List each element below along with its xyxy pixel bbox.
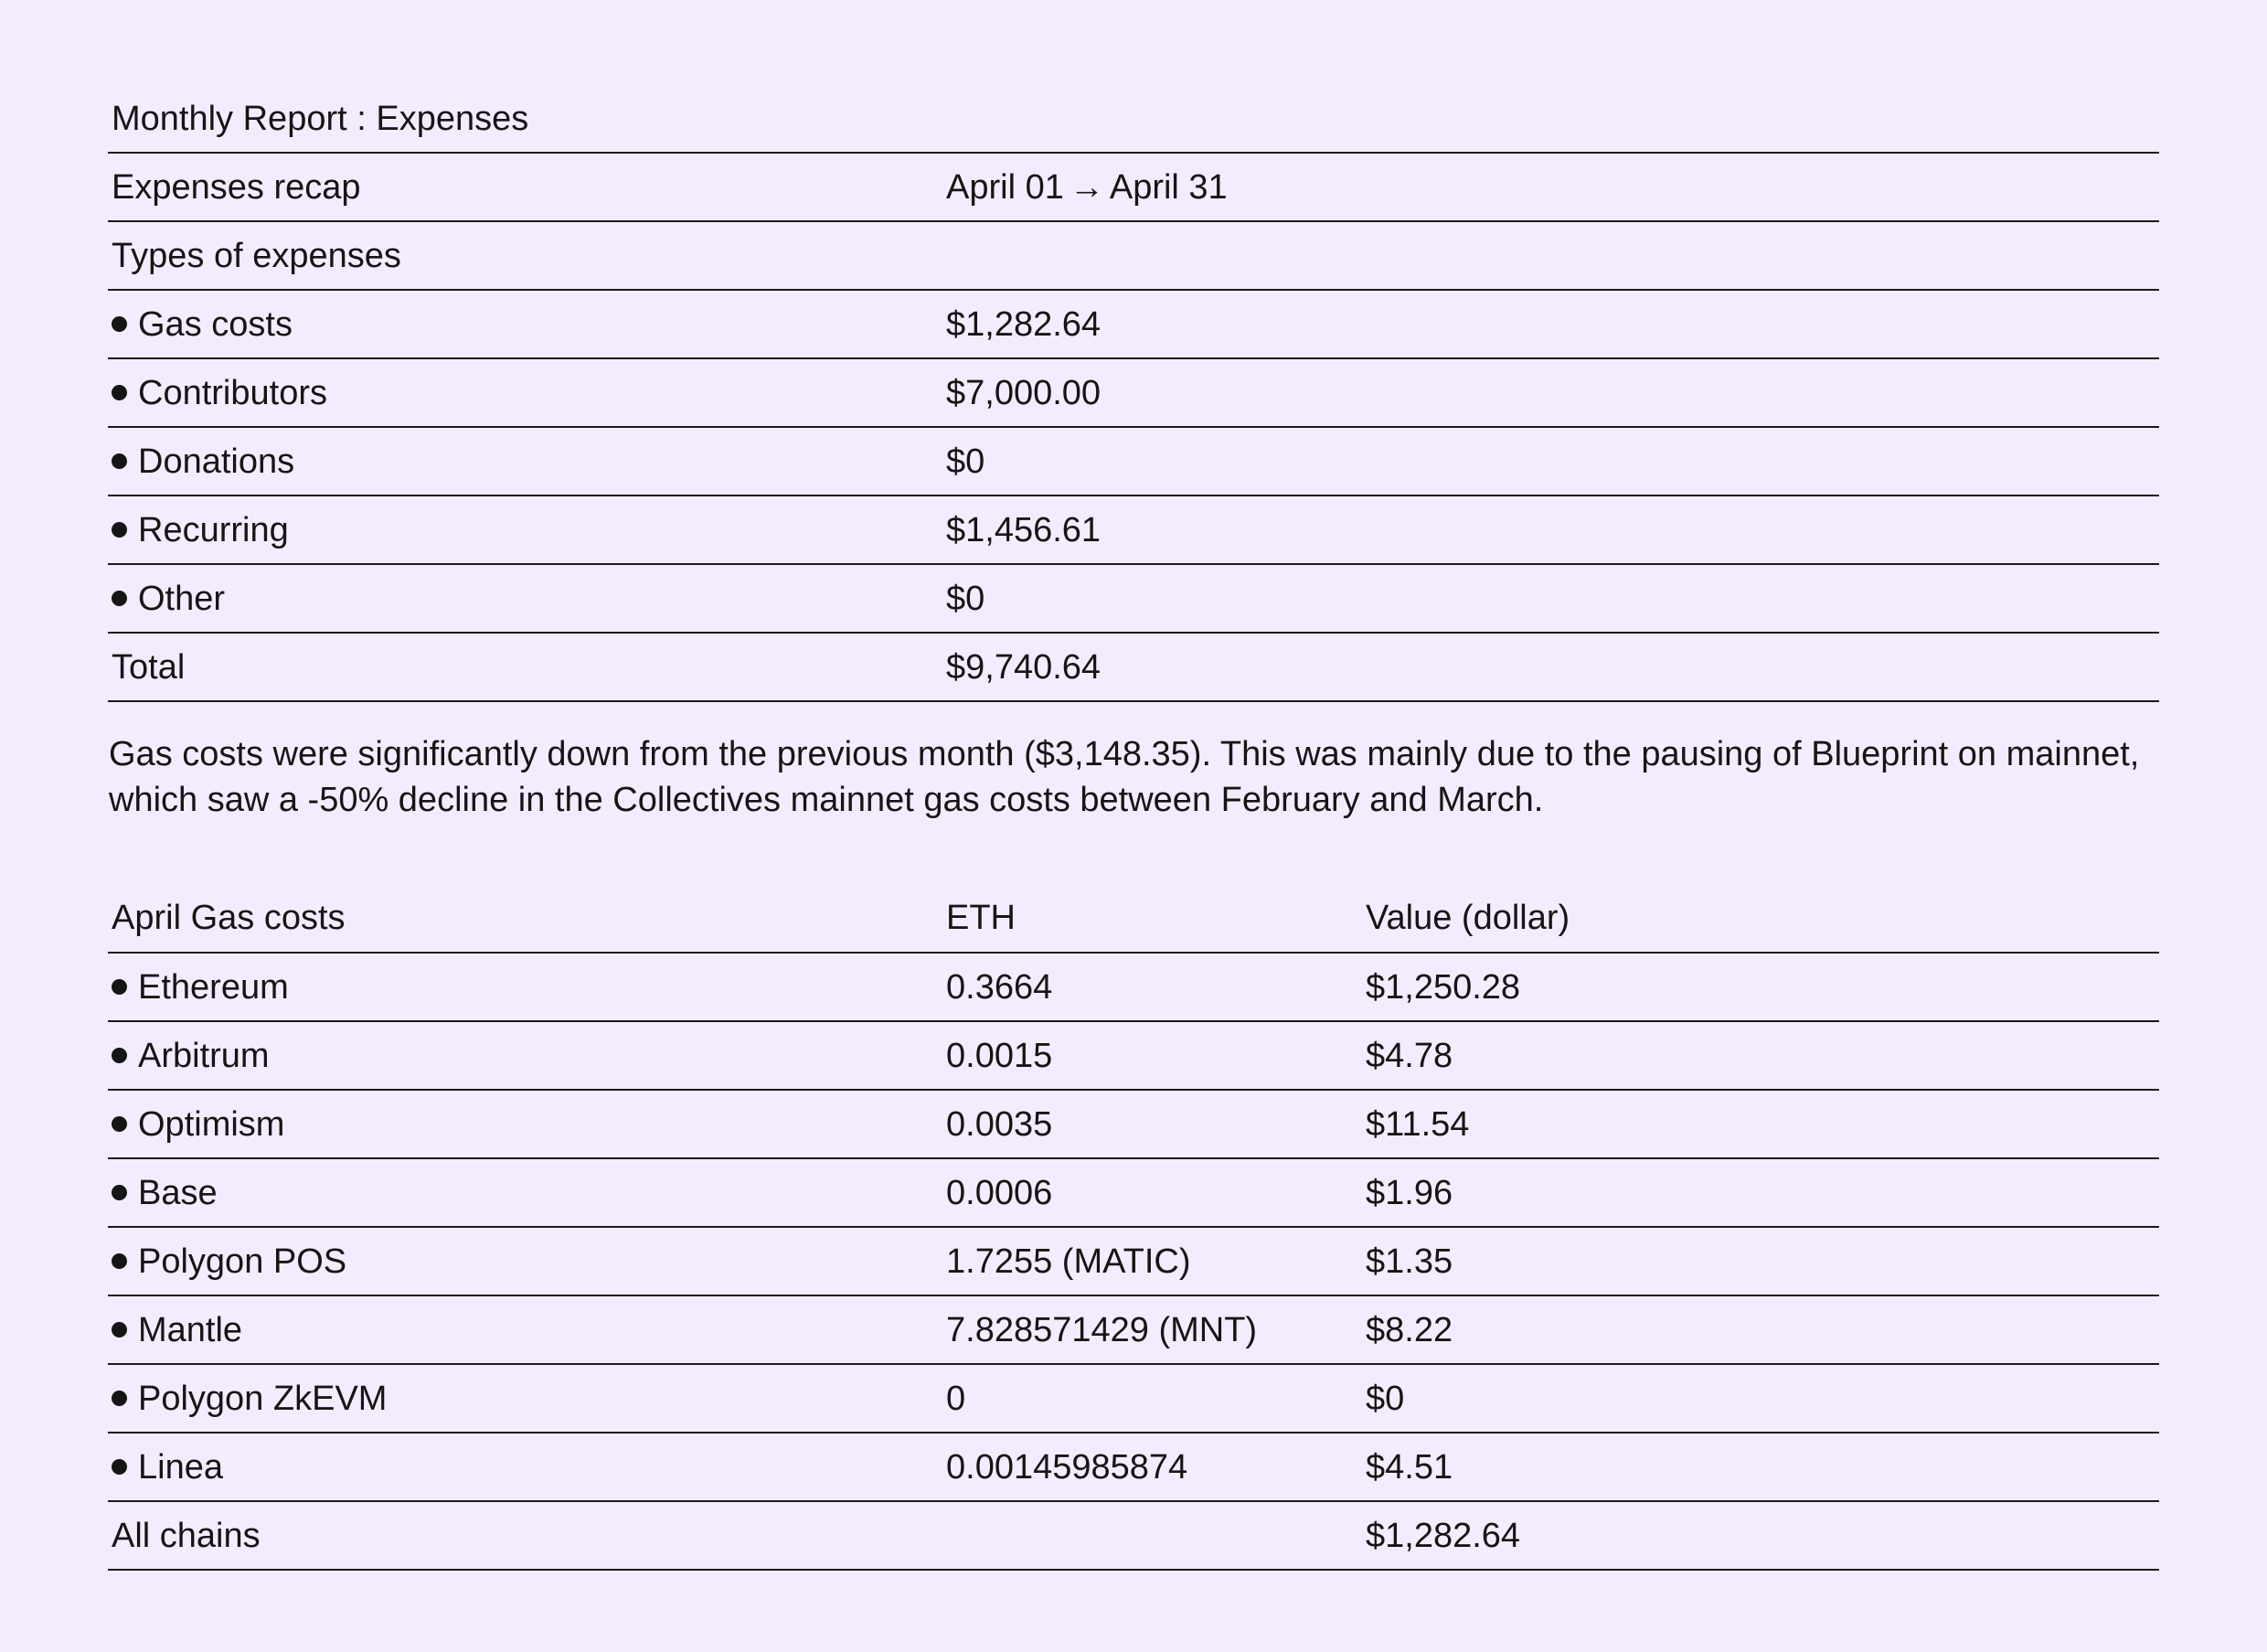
chain-value: $1.35 <box>1366 1242 1453 1281</box>
chain-label: Optimism <box>138 1105 285 1144</box>
bullet-icon <box>112 1116 127 1132</box>
expense-value: $1,282.64 <box>946 305 1102 344</box>
bullet-icon <box>112 979 127 995</box>
chain-value: $4.51 <box>1366 1448 1453 1487</box>
expense-label: Gas costs <box>138 305 293 344</box>
chain-eth: 0.3664 <box>946 968 1053 1007</box>
table-row <box>108 359 2159 428</box>
table-row <box>108 1365 2159 1434</box>
chain-name <box>112 1091 284 1159</box>
recap-label: Expenses recap <box>112 168 361 207</box>
table-row <box>108 1228 2159 1296</box>
period-end: April 31 <box>1109 168 1228 207</box>
period-start: April 01 <box>946 168 1064 207</box>
chain-name <box>112 954 289 1022</box>
expense-type <box>112 359 327 428</box>
table-row <box>108 496 2159 565</box>
chain-label: Arbitrum <box>138 1037 270 1075</box>
expense-type <box>112 496 289 565</box>
table-row <box>108 565 2159 634</box>
chain-name <box>112 1296 242 1365</box>
gas-header-value: Value (dollar) <box>1366 899 1570 937</box>
total-row <box>108 634 2159 702</box>
chain-label: Polygon POS <box>138 1242 347 1281</box>
bullet-icon <box>112 1048 127 1063</box>
bullet-icon <box>112 453 127 469</box>
table-row <box>108 954 2159 1022</box>
chain-eth: 1.7255 (MATIC) <box>946 1242 1191 1281</box>
types-label: Types of expenses <box>112 237 401 275</box>
expense-type <box>112 428 294 496</box>
chain-label: Mantle <box>138 1311 243 1349</box>
chain-name <box>112 1434 223 1502</box>
gas-header-eth: ETH <box>946 899 1016 937</box>
table-row <box>108 1091 2159 1159</box>
chain-name <box>112 1365 387 1434</box>
table-row <box>108 1159 2159 1228</box>
expense-type <box>112 291 293 359</box>
expense-label: Contributors <box>138 374 327 412</box>
expense-label: Donations <box>138 442 295 481</box>
table-row <box>108 428 2159 496</box>
chain-name <box>112 1022 270 1091</box>
total-label: Total <box>112 648 186 687</box>
expense-label: Recurring <box>138 511 289 549</box>
chain-eth: 0.0015 <box>946 1037 1053 1075</box>
expense-value: $0 <box>946 442 985 481</box>
chain-value: $11.54 <box>1366 1105 1470 1144</box>
gas-header-row <box>108 884 2159 953</box>
recap-period <box>946 154 1228 222</box>
chain-eth: 0 <box>946 1380 966 1418</box>
expense-value: $0 <box>946 580 985 618</box>
chain-value: $8.22 <box>1366 1311 1453 1349</box>
bullet-icon <box>112 1391 127 1406</box>
all-chains-row <box>108 1502 2159 1571</box>
chain-eth: 0.00145985874 <box>946 1448 1188 1487</box>
chain-value: $1.96 <box>1366 1174 1453 1212</box>
table-row <box>108 1434 2159 1502</box>
bullet-icon <box>112 591 127 606</box>
chain-name <box>112 1159 218 1228</box>
bullet-icon <box>112 1253 127 1269</box>
chain-label: Polygon ZkEVM <box>138 1380 388 1418</box>
arrow-right-icon: → <box>1069 168 1104 207</box>
divider <box>108 700 2159 702</box>
chain-eth: 0.0006 <box>946 1174 1053 1212</box>
chain-label: Ethereum <box>138 968 289 1007</box>
bullet-icon <box>112 1185 127 1200</box>
types-row <box>108 222 2159 291</box>
bullet-icon <box>112 316 127 332</box>
all-chains-label: All chains <box>112 1517 261 1555</box>
bullet-icon <box>112 522 127 538</box>
recap-row <box>108 154 2159 222</box>
gas-header-chain: April Gas costs <box>112 899 346 937</box>
chain-eth: 0.0035 <box>946 1105 1053 1144</box>
table-row <box>108 1022 2159 1091</box>
expense-value: $1,456.61 <box>946 511 1102 549</box>
expense-type <box>112 565 225 634</box>
total-value: $9,740.64 <box>946 648 1102 687</box>
chain-value: $4.78 <box>1366 1037 1453 1075</box>
report-title: Monthly Report : Expenses <box>112 100 529 138</box>
table-row <box>108 1296 2159 1365</box>
gas-note: Gas costs were significantly down from the previous month ($3,148.35). This was mainly due to the pausing of Blueprint on mainnet, which saw a -50% decline in the Collectives mainnet gas costs between February and March. <box>109 735 2140 819</box>
chain-value: $1,250.28 <box>1366 968 1521 1007</box>
chain-label: Linea <box>138 1448 223 1487</box>
chain-value: $0 <box>1366 1380 1405 1418</box>
chain-label: Base <box>138 1174 218 1212</box>
bullet-icon <box>112 1322 127 1338</box>
all-chains-value: $1,282.64 <box>1366 1517 1521 1555</box>
chain-eth: 7.828571429 (MNT) <box>946 1311 1258 1349</box>
bullet-icon <box>112 385 127 400</box>
bullet-icon <box>112 1459 127 1475</box>
chain-name <box>112 1228 346 1296</box>
expense-label: Other <box>138 580 226 618</box>
expense-value: $7,000.00 <box>946 374 1102 412</box>
table-row <box>108 291 2159 359</box>
divider <box>108 1569 2159 1571</box>
